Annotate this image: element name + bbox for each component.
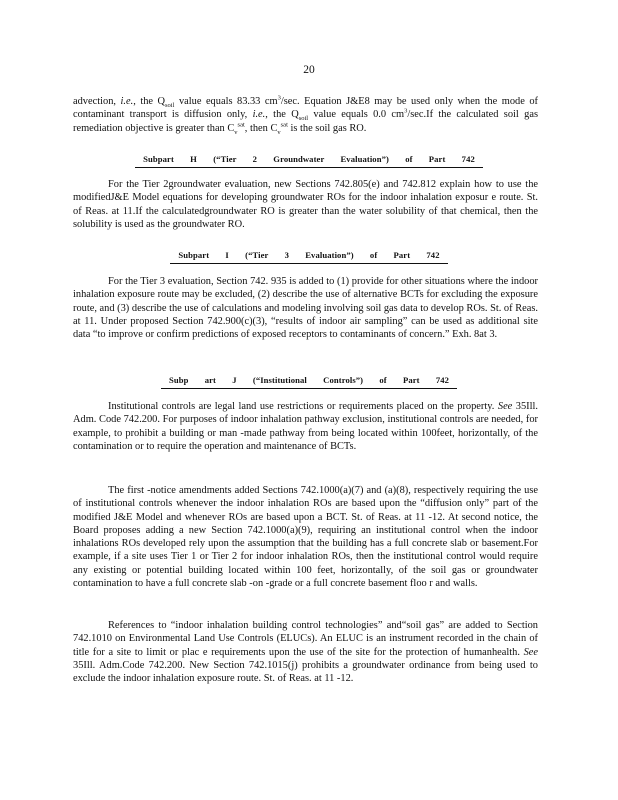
subscript: soil <box>165 102 175 110</box>
italic-see: See <box>523 646 538 658</box>
heading-text: Subpart I (“Tier 3 Evaluation”) of Part 742 <box>170 249 447 264</box>
text: References to “indoor inhalation building control technologies” and“soil gas” are added to Section 742.1010 on Environmental Land Use Controls (ELUCs). An ELUC is an instrument recorded in the chain of title for a site to limit or plac e requirements upon the use of the site for the protection of humanhealth. <box>73 620 538 658</box>
text: value equals 0.0 cm <box>308 109 405 121</box>
paragraph-tier2 <box>73 178 538 231</box>
text: Institutional controls are legal land use restrictions or requirements placed on the property. <box>108 401 495 412</box>
subscript: v <box>234 128 238 136</box>
superscript: 3 <box>277 94 281 102</box>
superscript: sat <box>237 121 245 129</box>
text: 35Ill. Adm. Code 742.200. For purposes of indoor inhalation pathway exclusion, institutional controls are needed, for example, to prohibit a building or man -made pathway from being located within 100feet, horizontally, of the contamination or to require the operation and maintenance of BCTs. <box>73 401 538 452</box>
paragraph-institutional-controls <box>73 400 538 453</box>
text: , then C <box>244 122 278 134</box>
text: , the Q <box>133 96 166 107</box>
paragraph-first-notice <box>73 484 538 590</box>
text: advection, <box>73 96 116 107</box>
page-number: 20 <box>303 64 315 76</box>
italic-ie: i.e. <box>120 96 134 107</box>
italic-ie: i.e. <box>252 109 266 121</box>
subscript: v <box>277 128 281 136</box>
superscript: 3 <box>404 107 408 115</box>
text: 35Ill. Adm.Code 742.200. New Section 742.1015(j) prohibits a groundwater ordinance from being used to exclude the indoor inhalation exposure route. St. of Reas. at 11 -12. <box>73 659 538 685</box>
text: is the soil gas RO. <box>287 122 367 134</box>
paragraph-advection <box>73 95 538 135</box>
section-heading-subpart-i <box>0 249 618 264</box>
paragraph-text: The first -notice amendments added Sections 742.1000(a)(7) and (a)(8), respectively requiring the use of institutional controls whenever the indoor inhalation ROs are based upon the “diffusion only” part of the modified J&E Model and whenever ROs are based upon a BCT. St. of Reas. at 11 -12. At second notice, the Board proposes adding a new Section 742.1000(a)(9), requiring an institutional control when the indoor inhalations ROs developed rely upon the assumption that the building has a full concrete slab or basement.For example, if a site uses Tier 1 or Tier 2 for indoor inhalation ROs, then the institutional control would require any existing or potential building located within 100 feet, horizontally, of the soil gas or groundwater contamination to have a full concrete slab -on -grade or a full concrete basement floo r and walls. <box>73 485 538 590</box>
paragraph-text: For the Tier 2groundwater evaluation, new Sections 742.805(e) and 742.812 explain how to use the modifiedJ&E Model equations for developing groundwater ROs for the indoor inhalation exposur e route. St. of Reas. at 11.If the calculatedgroundwater RO is greater than the water solubility of that chemical, then the solubility is used as the groundwater RO. <box>73 179 538 230</box>
text: , the Q <box>265 109 299 121</box>
heading-text: Subpart H (“Tier 2 Groundwater Evaluation”) of Part 742 <box>135 153 483 168</box>
section-heading-subpart-j <box>0 374 618 389</box>
subscript: soil <box>298 115 309 123</box>
paragraph-text: For the Tier 3 evaluation, Section 742. 935 is added to (1) provide for other situations where the indoor inhalation exposure route may be excluded, (2) describe the use of alternative BCTs for excluding the exposure route, and (3) describe the use of calculations and modeling involving soil gas data to develop ROs. St. of Reas. at 11. Under proposed Section 742.900(c)(3), “results of indoor air sampling” can be used as additional site data “to improve or confirm predictions of exposed receptors to contaminants of concern.” Exh. 8at 3. <box>73 276 538 341</box>
text: /sec.If the calculated soil gas remediation objective is greater than C <box>73 109 538 134</box>
superscript: sat <box>280 121 288 129</box>
text: /sec. Equation J&E8 may be used only when the mode of contaminant transport is diffusion only, <box>73 96 538 121</box>
heading-text: Subp art J (“Institutional Controls”) of Part 742 <box>161 374 457 389</box>
paragraph-tier3 <box>73 275 538 341</box>
text: value equals 83.33 cm <box>174 96 278 107</box>
paragraph-references <box>73 619 538 685</box>
section-heading-subpart-h <box>0 153 618 168</box>
italic-see: See <box>497 401 513 412</box>
